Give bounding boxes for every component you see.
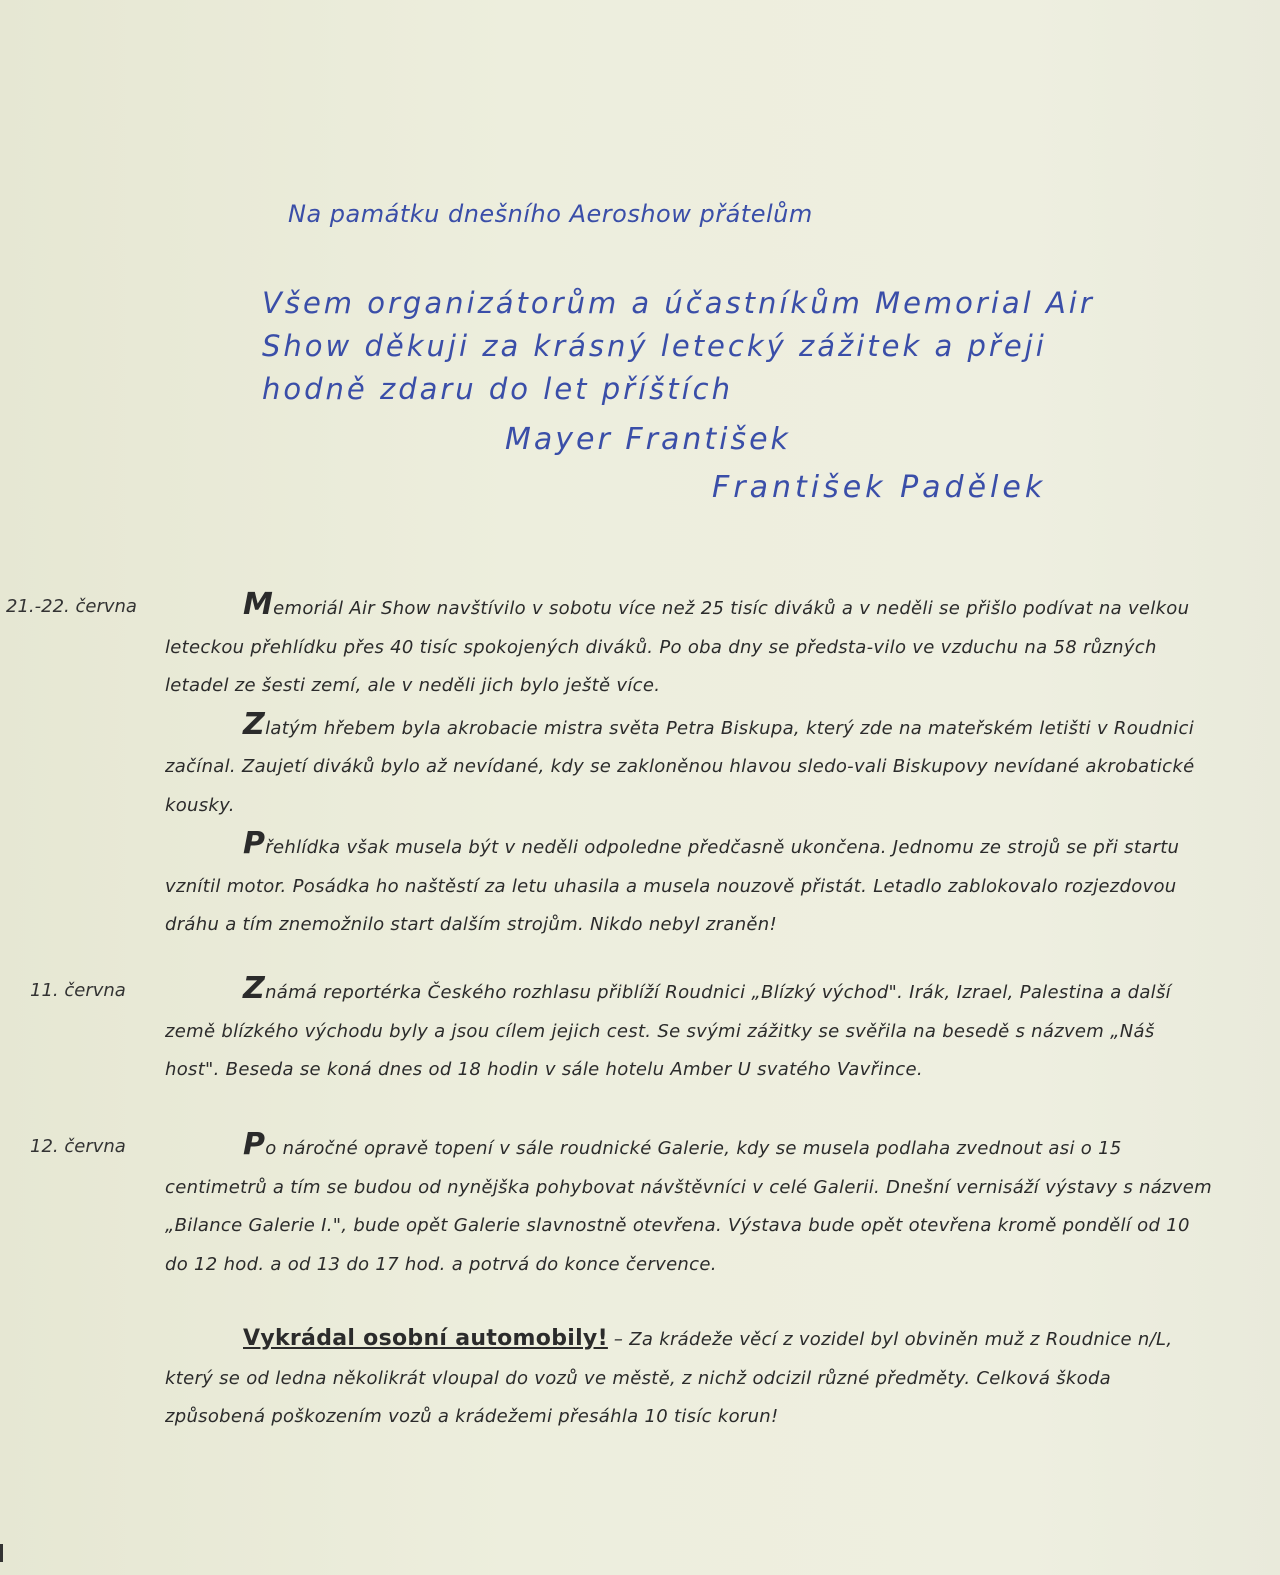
entry-date: 12. června <box>30 1136 126 1157</box>
paragraph-text: latým hřebem byla akrobacie mistra světa Petra Biskupa, který zde na mateřském letišti v Roudnici začínal. Zaujetí diváků bylo až nevídané, kdy se zakloněnou hlavou sledo-vali Biskupovy nevídané akrobatické kousky. <box>165 717 1195 816</box>
entry-gallery <box>165 1126 1215 1284</box>
entry-paragraph <box>165 825 1215 945</box>
margin-mark <box>0 1544 3 1562</box>
paragraph-text: o náročné opravě topení v sále roudnické Galerie, kdy se musela podlaha zvednout asi o 15 centimetrů a tím se budou od nynějška pohybovat návštěvníci v celé Galerii. Dnešní vernisáží výstavy s názvem „Bilance Galerie I.", bude opět Galerie slavnostně otevřena. Výstava bude opět otevřena kromě pondělí od 10 do 12 hod. a od 13 do 17 hod. a potrvá do konce července. <box>165 1138 1212 1275</box>
handwritten-signature: Mayer František <box>505 422 791 457</box>
entry-notice <box>165 1320 1215 1437</box>
notice-headline: Vykrádal osobní automobily! <box>243 1326 608 1351</box>
handwritten-dedication: Na památku dnešního Aeroshow přátelům <box>288 200 813 228</box>
entry-reporter <box>165 970 1215 1090</box>
notice-paragraph <box>165 1320 1215 1437</box>
entry-paragraph <box>165 970 1215 1090</box>
handwritten-thanks: Všem organizátorům a účastníkům Memorial Air Show děkuji za krásný letecký zážitek a přeji hodně zdaru do let příštích <box>262 286 1095 406</box>
entry-date: 21.-22. června <box>6 596 137 617</box>
drop-initial: P <box>243 826 266 861</box>
drop-initial: M <box>243 587 274 622</box>
drop-initial: P <box>243 1127 266 1162</box>
paragraph-text: emoriál Air Show navštívilo v sobotu více než 25 tisíc diváků a v neděli se přišlo podívat na velkou leteckou přehlídku přes 40 tisíc spokojených diváků. Po oba dny se předsta-vilo ve vzduchu na 58 různých letadel ze šesti zemí, ale v neděli jich bylo ještě více. <box>165 598 1190 696</box>
paragraph-text: námá reportérka Českého rozhlasu přiblíží Roudnici „Blízký východ". Irák, Izrael, Palestina a další země blízkého východu byly a jsou cílem jejich cest. Se svými zážitky se svěřila na besedě s názvem „Náš host". Beseda se koná dnes od 18 hodin v sále hotelu Amber U svatého Vavřince. <box>165 982 1171 1080</box>
entry-paragraph <box>165 586 1215 706</box>
paragraph-text: řehlídka však musela být v neděli odpoledne předčasně ukončena. Jednomu ze strojů se při startu vznítil motor. Posádka ho naštěstí za letu uhasila a musela nouzově přistát. Letadlo zablokovalo rozjezdovou dráhu a tím znemožnilo start dalším strojům. Nikdo nebyl zraněn! <box>165 837 1180 935</box>
entry-paragraph <box>165 706 1215 826</box>
entry-airshow <box>165 586 1215 945</box>
entry-date: 11. června <box>30 980 126 1001</box>
drop-initial: Z <box>243 971 266 1006</box>
entry-paragraph <box>165 1126 1215 1284</box>
drop-initial: Z <box>243 706 266 742</box>
handwritten-printed-name: František Padělek <box>712 470 1047 505</box>
notice-text: – Za krádeže věcí z vozidel byl obviněn muž z Roudnice n/L, který se od ledna několikrát vloupal do vozů ve městě, z nichž odcizil různé předměty. Celková škoda způsobená poškozením vozů a krádežemi přesáhla 10 tisíc korun! <box>165 1329 1173 1427</box>
